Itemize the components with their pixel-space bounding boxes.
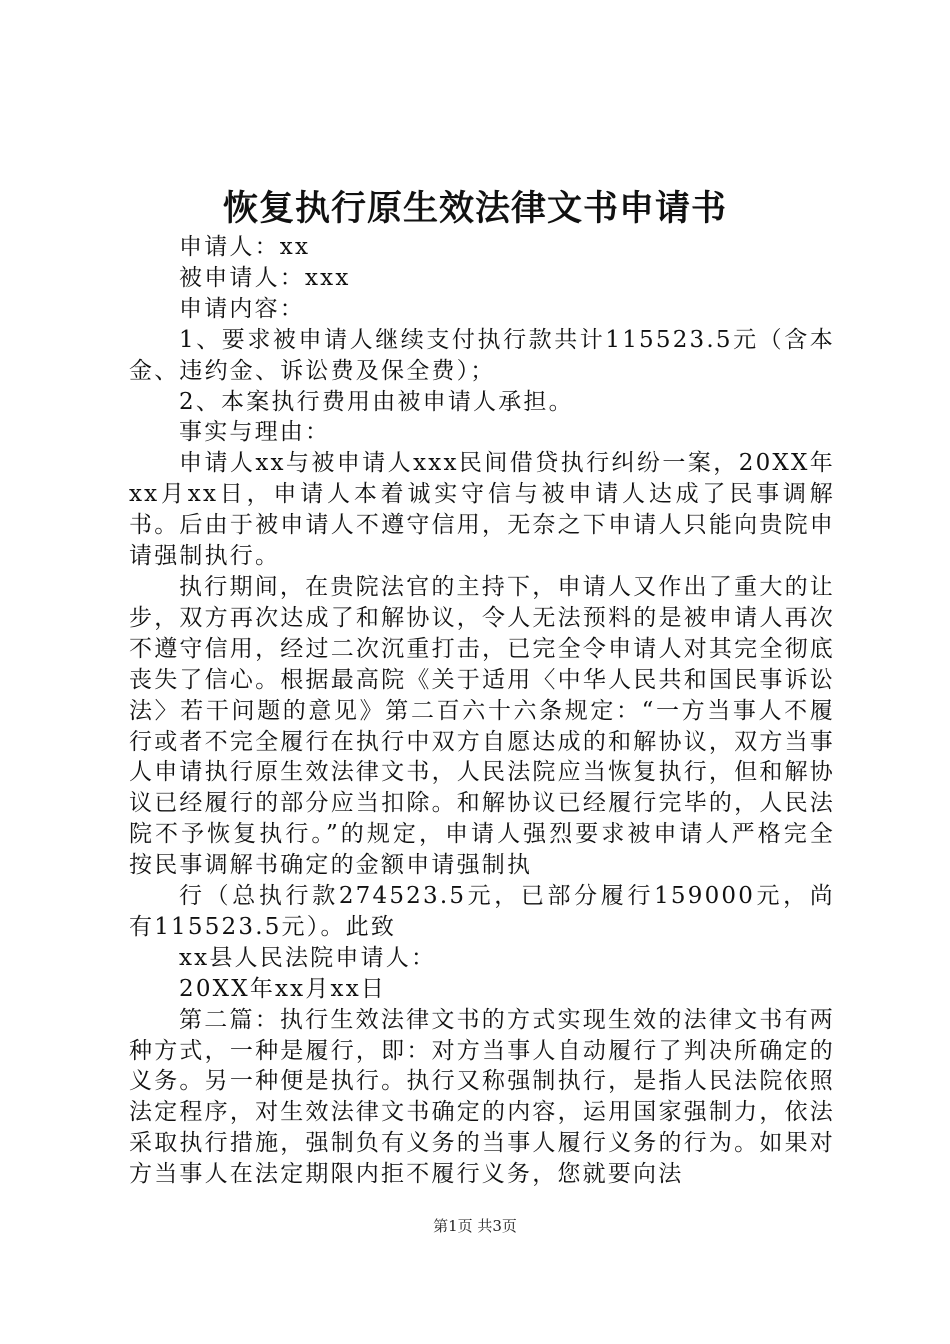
- facts-heading: 事实与理由：: [179, 419, 331, 446]
- court-line: xx县人民法院申请人：: [179, 944, 437, 971]
- respondent-line: 被申请人：xxx: [179, 264, 351, 291]
- document-body: [129, 232, 835, 1190]
- second-article-paragraph: 第二篇：执行生效法律文书的方式实现生效的法律文书有两种方式，一种是履行，即：对方当事人自动履行了判决所确定的义务。另一种便是执行。执行又称强制执行，是指人民法院依照法定程序，对生效法律文书确定的内容，运用国家强制力，依法采取执行措施，强制负有义务的当事人履行义务的行为。如果对方当事人在法定期限内拒不履行义务，您就要向法: [129, 1006, 835, 1188]
- facts-paragraph-3: 行（总执行款274523.5元，已部分履行159000元，尚有115523.5元）。此致: [129, 883, 835, 940]
- document-title: 恢复执行原生效法律文书申请书: [222, 188, 727, 229]
- facts-paragraph-1: 申请人xx与被申请人xxx民间借贷执行纠纷一案，20XX年xx月xx日，申请人本着诚实守信与被申请人达成了民事调解书。后由于被申请人不遵守信用，无奈之下申请人只能向贵院申请强制执行。: [129, 450, 835, 570]
- applicant-line: 申请人：xx: [179, 234, 311, 260]
- request-item-2: 2、本案执行费用由被申请人承担。: [179, 388, 574, 415]
- request-heading: 申请内容：: [179, 295, 305, 322]
- date-line: 20XX年xx月xx日: [179, 975, 387, 1002]
- page-number: 第1页 共3页: [433, 1217, 517, 1235]
- facts-paragraph-2: 执行期间，在贵院法官的主持下，申请人又作出了重大的让步，双方再次达成了和解协议，令人无法预料的是被申请人再次不遵守信用，经过二次沉重打击，已完全令申请人对其完全彻底丧失了信心。根据最高院《关于适用〈中华人民共和国民事诉讼法〉若干问题的意见》第二百六十六条规定：“一方当事人不履行或者不完全履行在执行中双方自愿达成的和解协议，双方当事人申请执行原生效法律文书，人民法院应当恢复执行，但和解协议已经履行的部分应当扣除。和解协议已经履行完毕的，人民法院不予恢复执行。”的规定，申请人强烈要求被申请人严格完全按民事调解书确定的金额申请强制执: [129, 573, 835, 879]
- request-item-1: 1、要求被申请人继续支付执行款共计115523.5元（含本金、违约金、诉讼费及保全费）；: [129, 326, 835, 384]
